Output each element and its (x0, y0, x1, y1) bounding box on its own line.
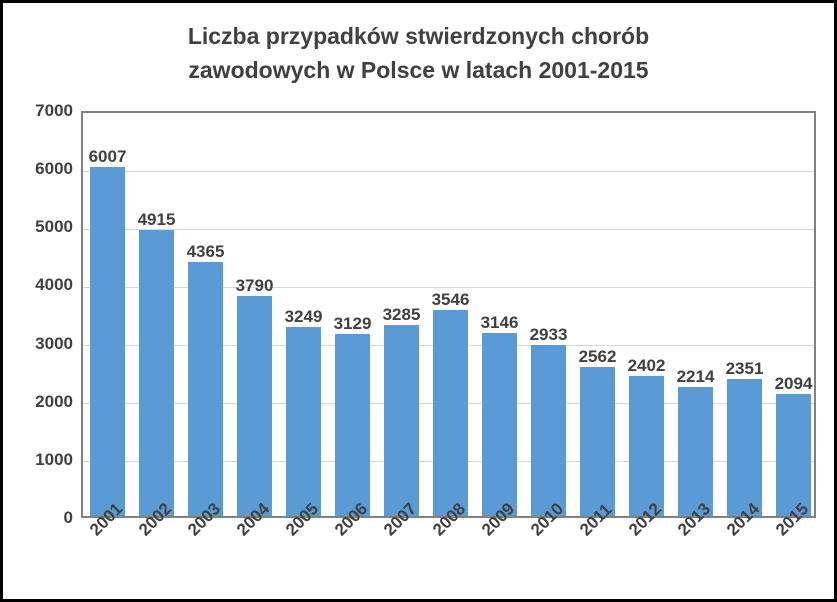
bar-value-label: 2214 (676, 367, 715, 387)
chart-title (3, 19, 834, 87)
y-axis-tick-label: 5000 (35, 217, 73, 237)
x-axis-tick-label: 2013 (673, 499, 714, 540)
bar (433, 310, 468, 516)
bar (482, 333, 517, 516)
bar-value-label: 4365 (186, 242, 225, 262)
bar-value-label: 2562 (578, 347, 617, 367)
bar-value-label: 2402 (627, 356, 666, 376)
bar-value-label: 4915 (137, 210, 176, 230)
bar-value-label: 6007 (88, 146, 127, 166)
y-axis-tick-label: 0 (63, 508, 73, 527)
bar (237, 296, 272, 516)
x-axis-tick-label: 2004 (232, 499, 273, 540)
bar-value-label: 3285 (382, 305, 421, 324)
x-axis-tick-label: 2015 (771, 499, 812, 540)
bar-value-label: 3129 (333, 314, 372, 334)
y-axis-tick-label: 2000 (35, 391, 73, 411)
bar (188, 262, 223, 516)
x-axis (81, 499, 816, 598)
chart-title-line-2: zawodowych w Polsce w latach 2001-2015 (188, 57, 649, 83)
bar (139, 230, 174, 516)
bar (629, 376, 664, 516)
bar-value-label: 3146 (480, 313, 519, 333)
plot-area (81, 111, 816, 518)
x-axis-tick-label: 2009 (477, 499, 518, 540)
bar-value-label: 3790 (235, 275, 274, 295)
x-axis-tick-label: 2012 (624, 499, 665, 540)
bar (776, 394, 811, 516)
y-axis-tick-label: 3000 (35, 333, 73, 353)
bar (90, 167, 125, 516)
x-axis-tick-label: 2011 (575, 499, 616, 540)
bar-value-label: 2933 (529, 325, 568, 345)
bar-value-label: 2351 (725, 359, 764, 379)
bar (286, 327, 321, 516)
bar-value-label: 3546 (431, 289, 470, 309)
y-axis-tick-label: 1000 (35, 449, 73, 469)
y-axis-tick-label: 7000 (35, 101, 73, 120)
gridline (83, 171, 814, 172)
bar (384, 325, 419, 516)
x-axis-tick-label: 2007 (379, 499, 420, 540)
x-axis-tick-label: 2002 (134, 499, 175, 540)
x-axis-tick-label: 2010 (526, 499, 567, 540)
y-axis-tick-label: 4000 (35, 275, 73, 295)
bar-value-label: 2094 (774, 374, 813, 394)
bar (580, 367, 615, 516)
x-axis-tick-label: 2014 (722, 499, 763, 540)
x-axis-tick-label: 2006 (330, 499, 371, 540)
x-axis-tick-label: 2008 (428, 499, 469, 540)
plot-wrapper (81, 111, 816, 518)
x-axis-tick-label: 2005 (281, 499, 322, 540)
x-axis-tick-label: 2003 (183, 499, 224, 540)
bar-value-label: 3249 (284, 307, 323, 327)
bar (335, 334, 370, 516)
chart-title-line-1: Liczba przypadków stwierdzonych chorób (187, 23, 650, 49)
gridline (83, 229, 814, 230)
bar (727, 379, 762, 516)
bar (531, 345, 566, 516)
y-axis-tick-label: 6000 (35, 159, 73, 179)
x-axis-tick-label: 2001 (85, 499, 126, 540)
bar (678, 387, 713, 516)
y-axis (3, 101, 73, 527)
